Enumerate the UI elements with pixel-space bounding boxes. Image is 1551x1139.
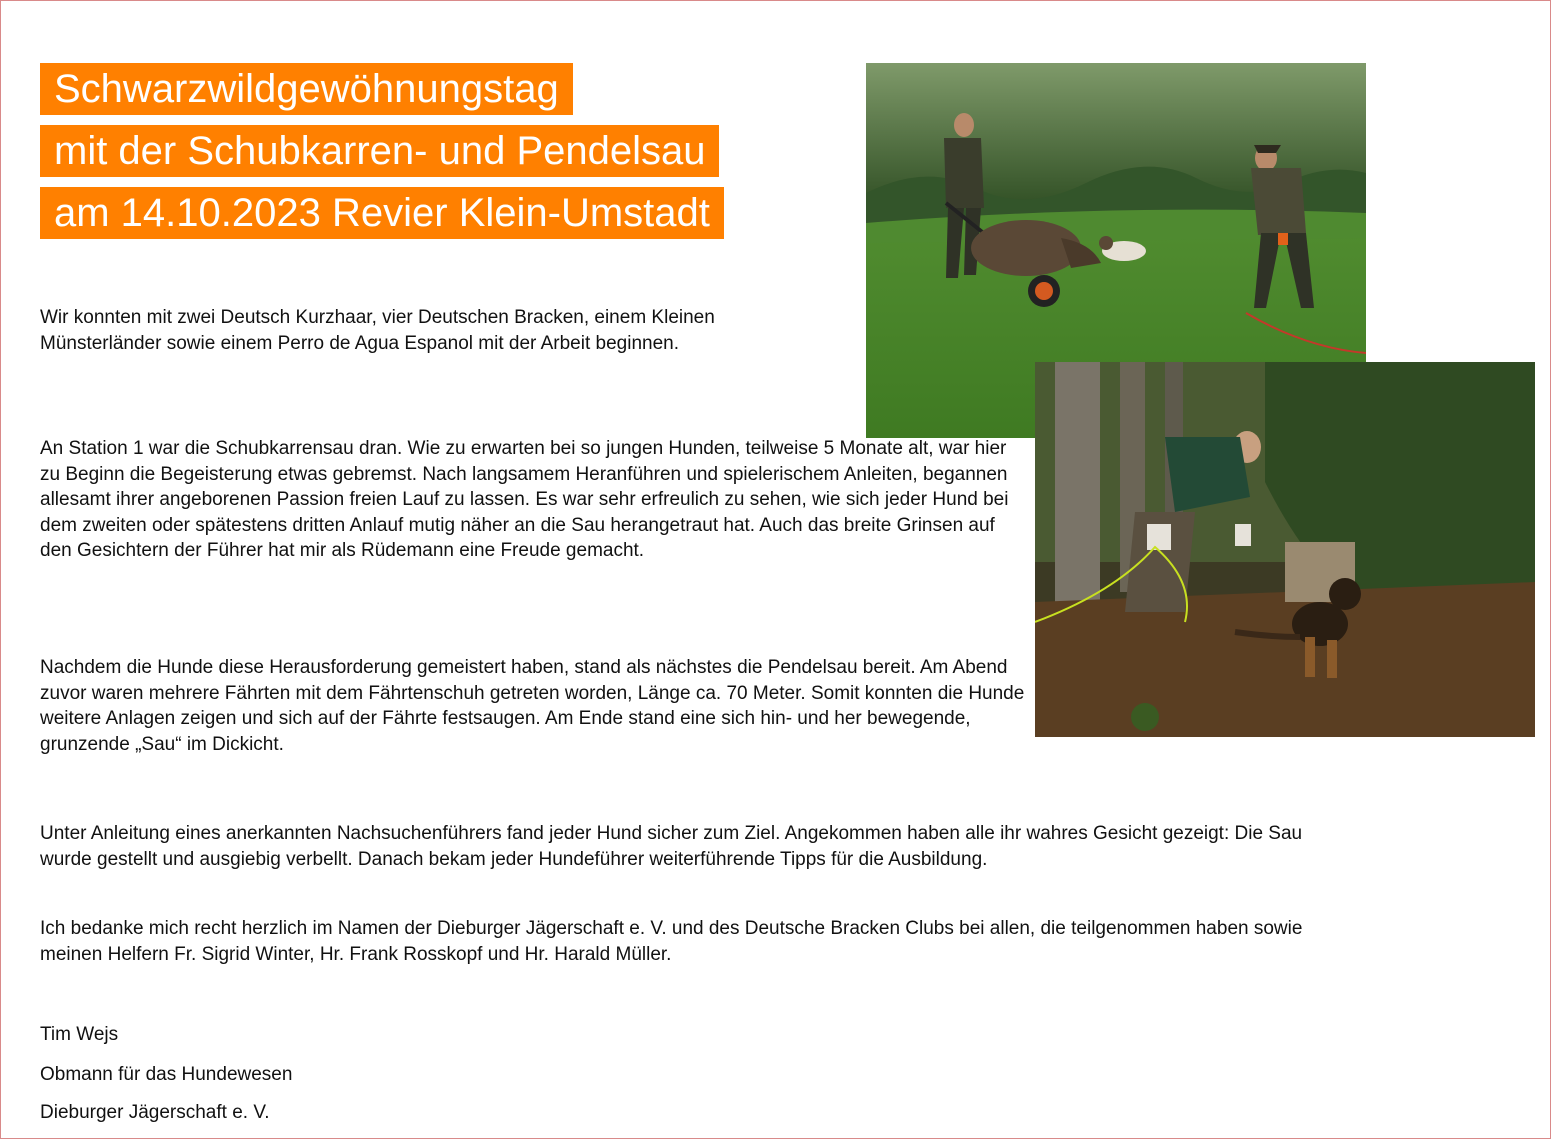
- photo-forest-dog-tracking: [1035, 362, 1535, 737]
- signature-org: Dieburger Jägerschaft e. V.: [40, 1102, 270, 1123]
- pendelsau-paragraph: Nachdem die Hunde diese Herausforderung gemeistert haben, stand als nächstes die Pendelsau bereit. Am Abend zuvor waren mehrere Fährten mit dem Fährtenschuh getreten worden, Länge ca. 70 Meter. Somit konnten die Hunde weitere Anlagen zeigen und sich auf der Fährte festsaugen. Am Ende stand eine sich hin- und her bewegende, grunzende „Sau“ im Dickicht.: [40, 657, 1025, 755]
- signature-role: Obmann für das Hundewesen: [40, 1064, 293, 1085]
- thanks-paragraph: Ich bedanke mich recht herzlich im Namen der Dieburger Jägerschaft e. V. und des Deutsche Bracken Clubs bei allen, die teilgenommen haben sowie meinen Helfern Fr. Sigrid Winter, Hr. Frank Rosskopf und Hr. Harald Müller.: [40, 918, 1303, 965]
- title-line-3: am 14.10.2023 Revier Klein-Umstadt: [40, 187, 724, 239]
- guidance-paragraph: Unter Anleitung eines anerkannten Nachsuchenführers fand jeder Hund sicher zum Ziel. Angekommen haben alle ihr wahres Gesicht gezeigt: Die Sau wurde gestellt und ausgiebig verbellt. Danach bekam jeder Hundeführer weiterführende Tipps für die Ausbildung.: [40, 823, 1303, 870]
- title-line-2: mit der Schubkarren- und Pendelsau: [40, 125, 719, 177]
- intro-paragraph: Wir konnten mit zwei Deutsch Kurzhaar, vier Deutschen Bracken, einem Kleinen Münsterländer sowie einem Perro de Agua Espanol mit der Arbeit beginnen.: [40, 307, 715, 354]
- signature-name: Tim Wejs: [40, 1024, 119, 1045]
- title-line-1: Schwarzwildgewöhnungstag: [40, 63, 573, 115]
- station-one-paragraph: An Station 1 war die Schubkarrensau dran. Wie zu erwarten bei so jungen Hunden, teilweise 5 Monate alt, war hier zu Beginn die Begeisterung etwas gebremst. Nach langsamem Heranführen und spielerischem Anleiten, begannen allesamt ihrer angeborenen Passion freien Lauf zu lassen. Es war sehr erfreulich zu sehen, wie sich jeder Hund bei dem zweiten oder spätestens dritten Anlauf mutig näher an die Sau herangetraut hat. Auch das breite Grinsen auf den Gesichtern der Führer hat mir als Rüdemann eine Freude gemacht.: [40, 438, 1009, 561]
